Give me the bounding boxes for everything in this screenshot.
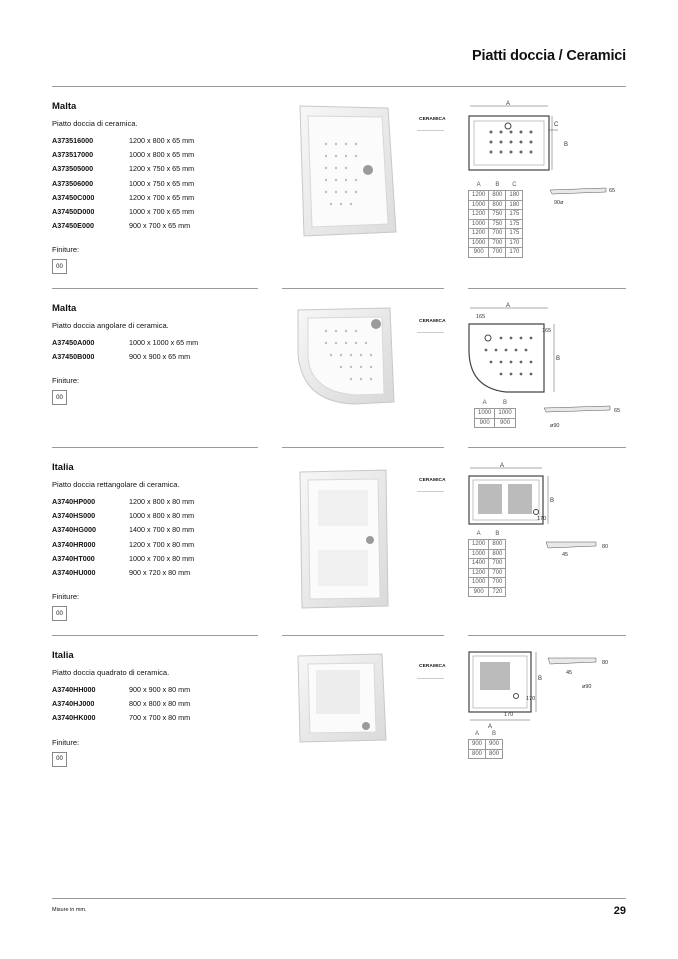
svg-text:C: C: [554, 122, 559, 128]
table-row: 1200 800: [469, 540, 506, 550]
table-row: 1200 750 175: [469, 210, 523, 220]
divider: [282, 86, 444, 87]
divider: [417, 491, 444, 492]
product-description: Piatto doccia rettangolare di ceramica.: [52, 480, 180, 489]
product-code: A373505000: [52, 164, 94, 174]
product-code: A373517000: [52, 150, 94, 160]
divider: [52, 635, 258, 636]
svg-text:80: 80: [602, 544, 609, 550]
product-code: A37450D000: [52, 207, 95, 217]
dim-a: A: [506, 101, 511, 107]
svg-text:B: B: [538, 676, 543, 682]
product-title: Malta: [52, 303, 77, 314]
svg-text:65: 65: [614, 408, 621, 414]
product-code-row: [52, 350, 262, 364]
svg-text:165: 165: [542, 328, 552, 334]
svg-text:45: 45: [566, 670, 573, 676]
units-note: Misure in mm.: [52, 907, 87, 913]
finish-label: Finiture:: [52, 376, 80, 386]
product-code-row: [52, 148, 262, 162]
table-row: 1000 750 175: [469, 219, 523, 229]
finish-label: Finiture:: [52, 737, 80, 747]
product-size: 1000 x 700 x 80 mm: [129, 553, 195, 563]
svg-text:65: 65: [609, 188, 616, 194]
divider: [282, 635, 444, 636]
finish-swatch[interactable]: 00: [52, 390, 67, 405]
product-code: A3740HU000: [52, 568, 96, 578]
product-size: 1200 x 700 x 80 mm: [129, 539, 195, 549]
table-row: 1000 800: [469, 549, 506, 559]
product-section-italia-square: [52, 650, 262, 767]
dimension-table: A B 1200 800 1000 800 1400 700 1200 700 1000 700 900 720: [468, 529, 506, 597]
product-code-row: [52, 336, 262, 350]
product-code: A3740HP000: [52, 497, 96, 506]
divider: [468, 635, 626, 636]
product-size: 1000 x 1000 x 65 mm: [129, 338, 199, 347]
product-description: Piatto doccia angolare di ceramica.: [52, 321, 169, 330]
dimension-table: A B 900 900 800 800: [468, 729, 503, 759]
table-row: 1000 1000: [475, 409, 516, 419]
product-code: A373516000: [52, 136, 94, 145]
footer-rule: [52, 898, 626, 899]
finish-label: Finiture:: [52, 592, 80, 602]
dimension-table: A B 1000 1000 900 900: [474, 398, 516, 428]
svg-text:B: B: [564, 142, 569, 148]
product-size: 1200 x 800 x 80 mm: [129, 497, 195, 506]
product-size: 1000 x 800 x 65 mm: [129, 150, 195, 160]
svg-text:170: 170: [504, 712, 514, 718]
table-row: 800 800: [469, 749, 503, 759]
table-row: 900 900: [475, 418, 516, 428]
product-code-row: [52, 177, 262, 191]
product-code: A37450C000: [52, 192, 95, 202]
product-photo: [296, 306, 398, 406]
table-row: 900 720: [469, 587, 506, 597]
product-code: A3740HK000: [52, 713, 96, 723]
product-code-row: [52, 538, 262, 552]
product-photo: [296, 652, 388, 744]
product-size: 1000 x 750 x 65 mm: [129, 178, 195, 188]
table-row: 1200 800 180: [469, 191, 523, 201]
svg-text:A: A: [488, 724, 493, 730]
product-photo: [296, 468, 392, 610]
table-row: 900 900: [469, 740, 503, 750]
table-row: 1000 800 180: [469, 200, 523, 210]
divider: [417, 678, 444, 679]
product-code: A3740HR000: [52, 539, 96, 549]
product-title: Italia: [52, 650, 74, 661]
product-description: Piatto doccia di ceramica.: [52, 119, 138, 128]
product-size: 1200 x 750 x 65 mm: [129, 164, 195, 174]
product-code-row: [52, 205, 262, 219]
svg-text:ø90: ø90: [582, 684, 592, 690]
divider: [468, 288, 626, 289]
material-label: CERAMICA: [419, 117, 446, 122]
divider: [52, 288, 258, 289]
divider: [52, 447, 258, 448]
product-size: 1200 x 800 x 65 mm: [129, 136, 195, 145]
table-row: 1200 700: [469, 568, 506, 578]
product-section-malta-rect: [52, 101, 262, 274]
product-title: Italia: [52, 462, 74, 473]
product-size: 800 x 800 x 80 mm: [129, 699, 191, 709]
material-label: CERAMICA: [419, 319, 446, 324]
divider: [417, 332, 444, 333]
product-code-row: [52, 697, 262, 711]
svg-text:A: A: [500, 463, 505, 469]
product-size: 1400 x 700 x 80 mm: [129, 525, 195, 535]
product-code: A37450B000: [52, 352, 95, 362]
divider: [52, 86, 258, 87]
divider: [282, 447, 444, 448]
svg-text:90ø: 90ø: [554, 200, 564, 206]
table-row: 1200 700 175: [469, 229, 523, 239]
table-row: 900 700 170: [469, 248, 523, 258]
product-code: A37450E000: [52, 221, 94, 231]
product-code-row: [52, 219, 262, 233]
product-code-list: [52, 134, 262, 233]
product-code-list: [52, 683, 262, 726]
table-row: 1000 700: [469, 578, 506, 588]
page-number: 29: [613, 905, 626, 917]
page-title: Piatti doccia / Ceramici: [472, 48, 626, 64]
product-code-list: [52, 336, 262, 364]
svg-text:170: 170: [526, 696, 536, 702]
svg-text:165: 165: [476, 314, 486, 320]
dimension-table: A B C 1200 800 180 1000 800 180 1200 750 175 1000 750 175 1200 700 175 1000 700 170 900 700 170: [468, 180, 523, 258]
product-size: 900 x 700 x 65 mm: [129, 221, 191, 231]
product-size: 900 x 900 x 65 mm: [129, 352, 191, 362]
divider: [468, 86, 626, 87]
product-size: 900 x 900 x 80 mm: [129, 685, 191, 694]
product-code-row: [52, 162, 262, 176]
product-code: A3740HG000: [52, 525, 96, 535]
product-size: 1200 x 700 x 65 mm: [129, 192, 195, 202]
svg-text:B: B: [550, 498, 555, 504]
technical-drawing: [466, 648, 626, 738]
product-photo: [296, 104, 398, 238]
product-size: 700 x 700 x 80 mm: [129, 713, 191, 723]
product-code-row: [52, 683, 262, 697]
product-code-row: [52, 495, 262, 509]
svg-text:170: 170: [537, 516, 547, 522]
product-code: A373506000: [52, 178, 94, 188]
table-row: 1400 700: [469, 559, 506, 569]
svg-text:ø90: ø90: [550, 423, 560, 429]
product-section-malta-corner: [52, 303, 262, 405]
product-description: Piatto doccia quadrato di ceramica.: [52, 668, 170, 677]
product-title: Malta: [52, 101, 77, 112]
material-label: CERAMICA: [419, 664, 446, 669]
svg-text:B: B: [556, 356, 561, 362]
product-size: 1000 x 800 x 80 mm: [129, 511, 195, 521]
table-row: 1000 700 170: [469, 238, 523, 248]
divider: [468, 447, 626, 448]
product-code: A3740HT000: [52, 553, 95, 563]
product-code-row: [52, 509, 262, 523]
divider: [282, 288, 444, 289]
svg-text:45: 45: [562, 552, 569, 558]
product-code: A37450A000: [52, 338, 95, 347]
product-size: 900 x 720 x 80 mm: [129, 568, 191, 578]
finish-label: Finiture:: [52, 245, 80, 255]
product-code: A3740HS000: [52, 511, 96, 521]
product-code-row: [52, 523, 262, 537]
svg-text:A: A: [506, 303, 511, 309]
product-size: 1000 x 700 x 65 mm: [129, 207, 195, 217]
product-code-row: [52, 134, 262, 148]
product-code-row: [52, 552, 262, 566]
product-code-row: [52, 711, 262, 725]
product-code-list: [52, 495, 262, 580]
svg-text:80: 80: [602, 660, 609, 666]
finish-swatch[interactable]: 00: [52, 752, 67, 767]
product-code: A3740HJ000: [52, 699, 95, 709]
material-label: CERAMICA: [419, 478, 446, 483]
product-code-row: [52, 566, 262, 580]
finish-swatch[interactable]: 00: [52, 259, 67, 274]
product-section-italia-rect: [52, 462, 262, 621]
product-code: A3740HH000: [52, 685, 96, 694]
divider: [417, 130, 444, 131]
product-code-row: [52, 191, 262, 205]
finish-swatch[interactable]: 00: [52, 606, 67, 621]
